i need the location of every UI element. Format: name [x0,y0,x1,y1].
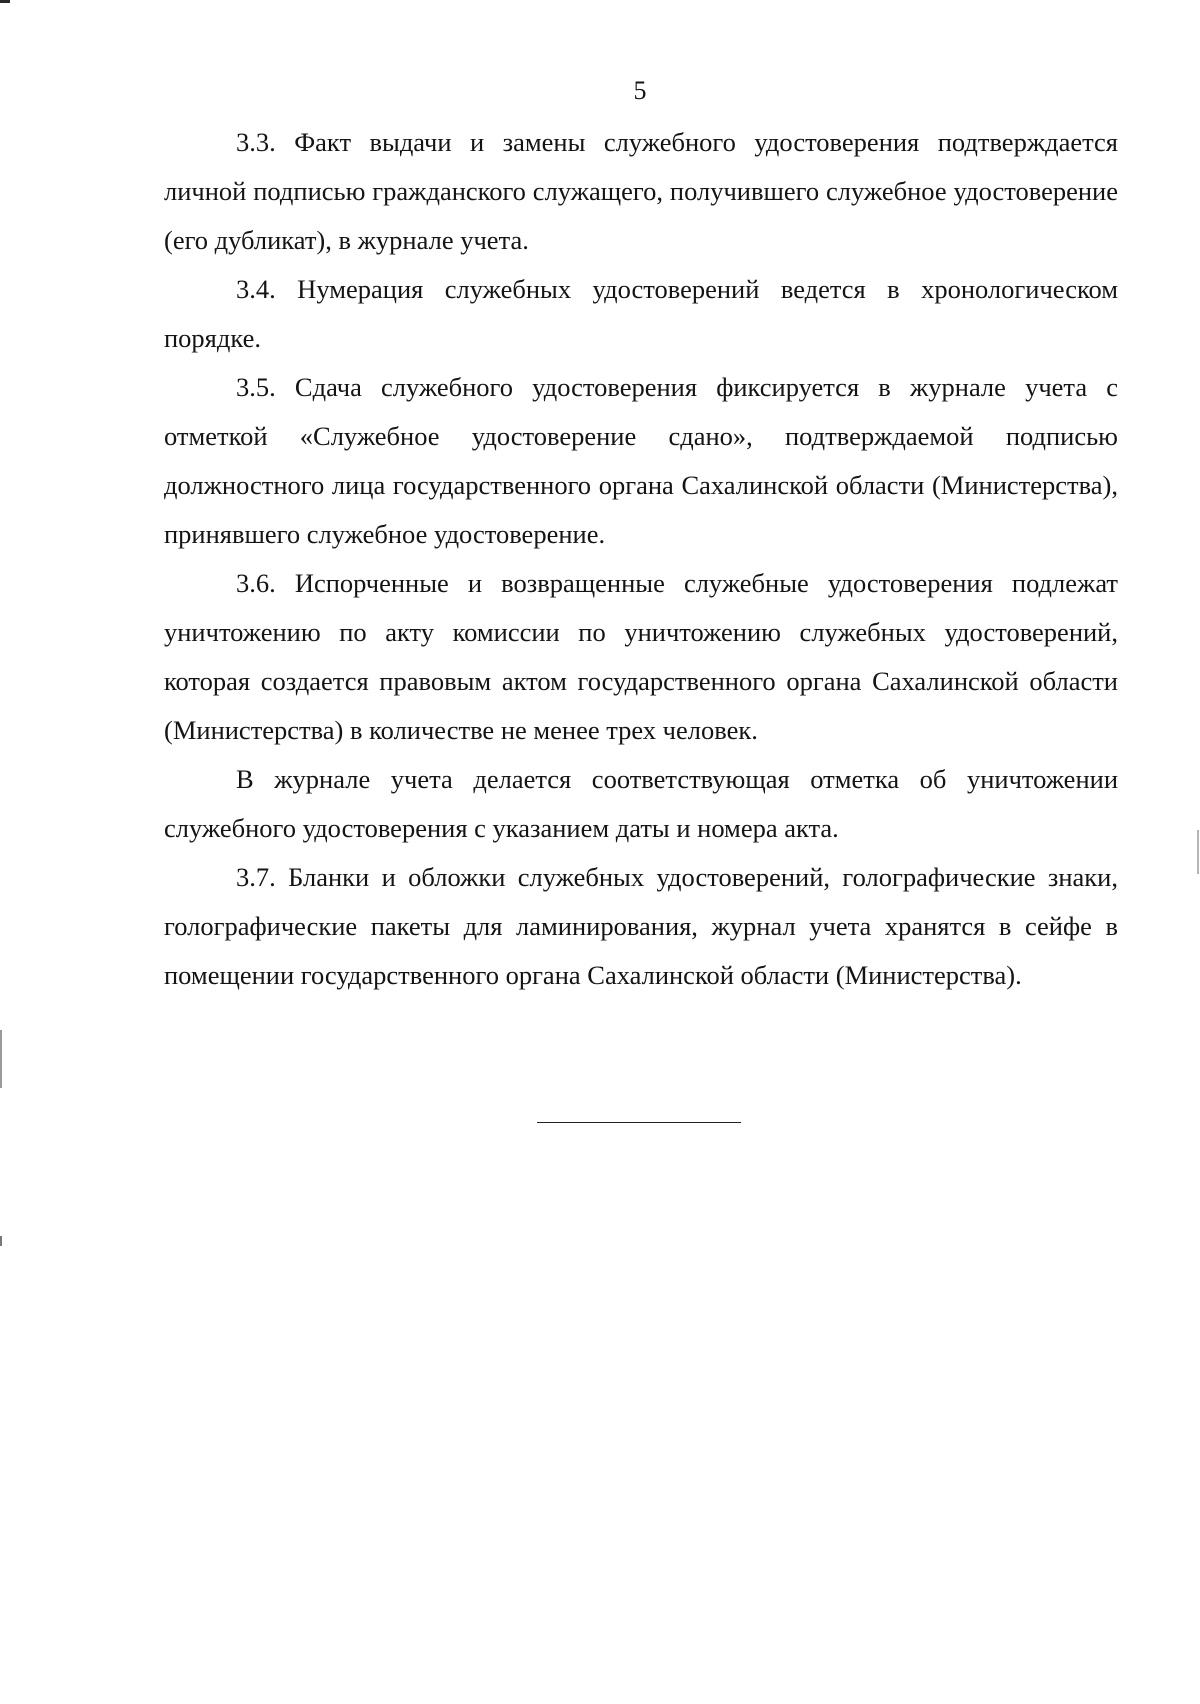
paragraph-destruction-note: В журнале учета делается соответствующая отметка об уничтожении служебного удостоверения с указанием даты и номера акта. [164,764,1118,843]
scan-artifact [0,1236,2,1246]
scan-artifact [0,0,10,3]
paragraph-3-5: 3.5. Сдача служебного удостоверения фиксируется в журнале учета с отметкой «Служебное удостоверение сдано», подтверждаемой подписью должностного лица государственного органа Сахалинской области (Министерства), принявшего служебное удостоверение. [164,372,1118,549]
scan-artifact [1197,830,1199,874]
paragraph-3-4: 3.4. Нумерация служебных удостоверений ведется в хронологическом порядке. [164,274,1118,353]
paragraph-3-6: 3.6. Испорченные и возвращенные служебные удостоверения подлежат уничтожению по акту комиссии по уничтожению служебных удостоверений, которая создается правовым актом государственного органа Сахалинской области (Министерства) в количестве не менее трех человек. [164,568,1118,745]
page-number: 5 [633,76,647,105]
scan-artifact [0,1030,2,1088]
document-body [164,118,1118,1000]
paragraph-3-3: 3.3. Факт выдачи и замены служебного удостоверения подтверждается личной подписью гражданского служащего, получившего служебное удостоверение (его дубликат), в журнале учета. [164,127,1118,255]
paragraph-3-7: 3.7. Бланки и обложки служебных удостоверений, голографические знаки, голографические пакеты для ламинирования, журнал учета хранятся в сейфе в помещении государственного органа Сахалинской области (Министерства). [164,862,1118,990]
end-separator-line [537,1122,741,1123]
